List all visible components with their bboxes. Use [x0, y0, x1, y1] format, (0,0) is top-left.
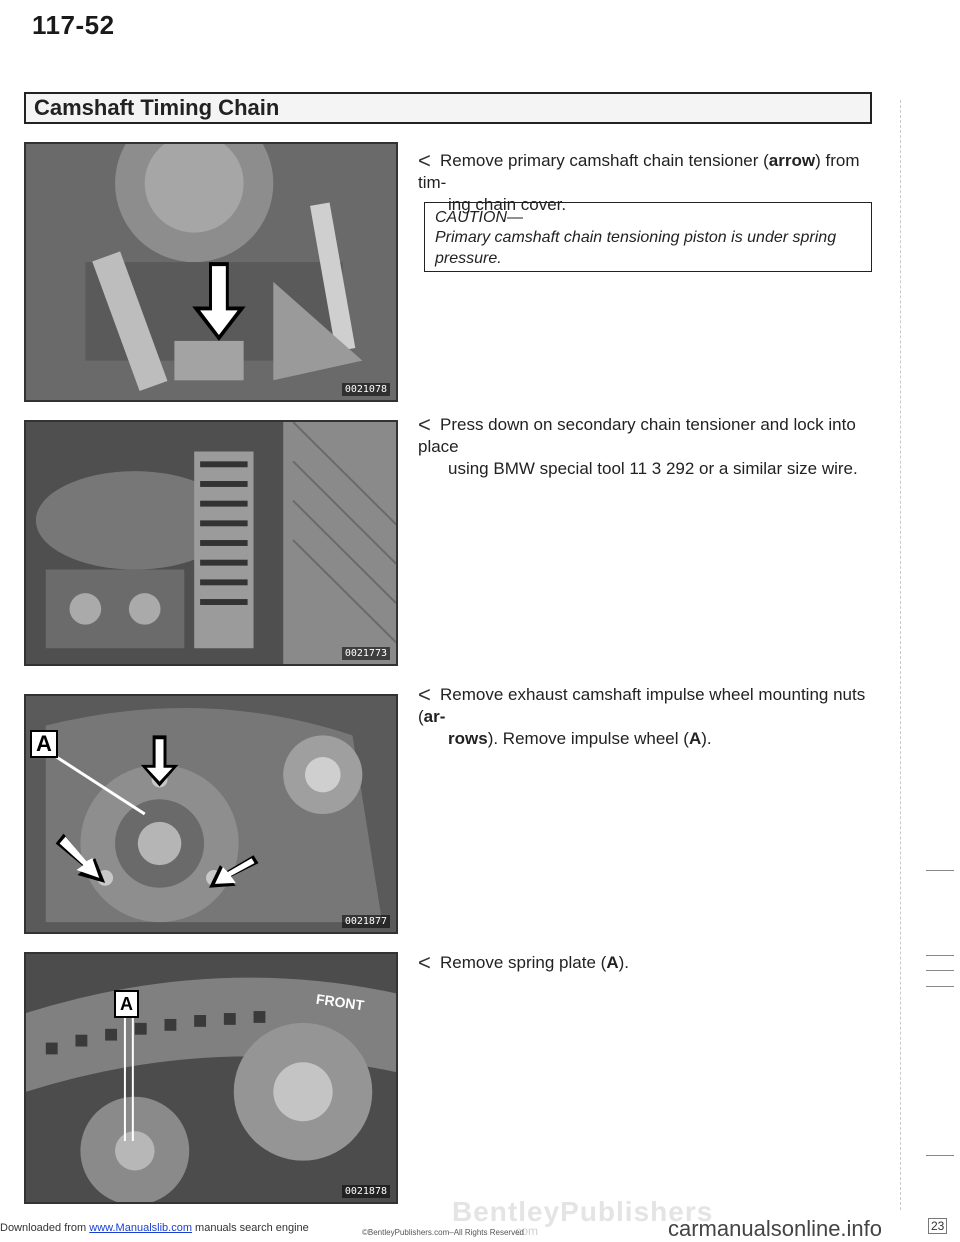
step-remove-impulse-wheel: [418, 684, 878, 750]
step-text: ).: [701, 729, 712, 748]
margin-tick: [926, 870, 954, 871]
download-notice: [0, 1222, 309, 1234]
step-remove-spring-plate: [418, 952, 878, 974]
photo-callout-label: A: [30, 730, 58, 758]
photo-spring-plate: [24, 952, 398, 1204]
section-title: Camshaft Timing Chain: [34, 95, 280, 120]
caution-box: [424, 202, 872, 272]
photo-impulse-wheel-image: [26, 696, 396, 932]
carmanualsonline-link[interactable]: carmanualsonline.info: [668, 1216, 883, 1241]
page-margin-line: [900, 100, 902, 1210]
photo-chain-tensioner: [24, 142, 398, 402]
step-text: ing chain cover.: [448, 195, 567, 214]
step-text-emphasis: rows: [448, 729, 488, 748]
step-text: ).: [618, 953, 629, 972]
photo-code: 0021878: [342, 1185, 390, 1198]
step-pointer-icon: <: [418, 950, 431, 975]
publisher-watermark-sub: .com: [512, 1224, 539, 1238]
step-text: using BMW special tool 11 3 292 or a similar size wire.: [448, 459, 858, 478]
photo-spring-plate-image: [26, 954, 396, 1202]
photo-secondary-tensioner: [24, 420, 398, 666]
caution-title: CAUTION—: [435, 209, 523, 226]
page-number: 117-52: [32, 10, 115, 40]
section-header: [24, 92, 872, 124]
photo-code: 0021773: [342, 647, 390, 660]
download-notice-text: manuals search engine: [191, 1222, 309, 1234]
photo-secondary-tensioner-image: [26, 422, 396, 664]
step-text-emphasis: ar-: [423, 707, 446, 726]
step-pointer-icon: <: [418, 412, 431, 437]
publisher-watermark: BentleyPublishers: [452, 1196, 714, 1227]
photo-code: 0021078: [342, 383, 390, 396]
photo-code: 0021877: [342, 915, 390, 928]
download-notice-text: Downloaded from: [0, 1222, 90, 1234]
caution-text-line2: pressure.: [435, 250, 502, 267]
margin-tick: [926, 970, 954, 971]
step-text: ) from tim-: [418, 151, 860, 192]
step-text: Press down on secondary chain tensioner and lock into place: [418, 415, 856, 456]
copyright-notice: ©BentleyPublishers.com–All Rights Reserved: [362, 1228, 524, 1237]
step-text-emphasis: A: [688, 729, 702, 748]
manualslib-link[interactable]: www.Manualslib.com: [89, 1222, 192, 1234]
step-text: Remove spring plate (: [440, 953, 607, 972]
photo-front-marking: FRONT: [315, 990, 366, 1014]
photo-chain-tensioner-image: [26, 144, 396, 400]
step-pointer-icon: <: [418, 682, 431, 707]
step-text: Remove exhaust camshaft impulse wheel mounting nuts (: [418, 685, 866, 726]
photo-impulse-wheel: [24, 694, 398, 934]
photo-callout-label: A: [114, 990, 139, 1018]
step-text: Remove primary camshaft chain tensioner (: [440, 151, 769, 170]
margin-tick: [926, 955, 954, 956]
step-text-emphasis: A: [606, 953, 619, 972]
step-text: ). Remove impulse wheel (: [487, 729, 689, 748]
corner-page-marker: 23: [928, 1218, 947, 1234]
margin-tick: [926, 1155, 954, 1156]
step-pointer-icon: <: [418, 148, 431, 173]
step-text-line2: [418, 728, 878, 750]
margin-tick: [926, 986, 954, 987]
step-press-secondary-tensioner: [418, 414, 878, 480]
step-text-emphasis: arrow: [768, 151, 816, 170]
caution-text-line1: Primary camshaft chain tensioning piston is under spring: [435, 229, 837, 246]
